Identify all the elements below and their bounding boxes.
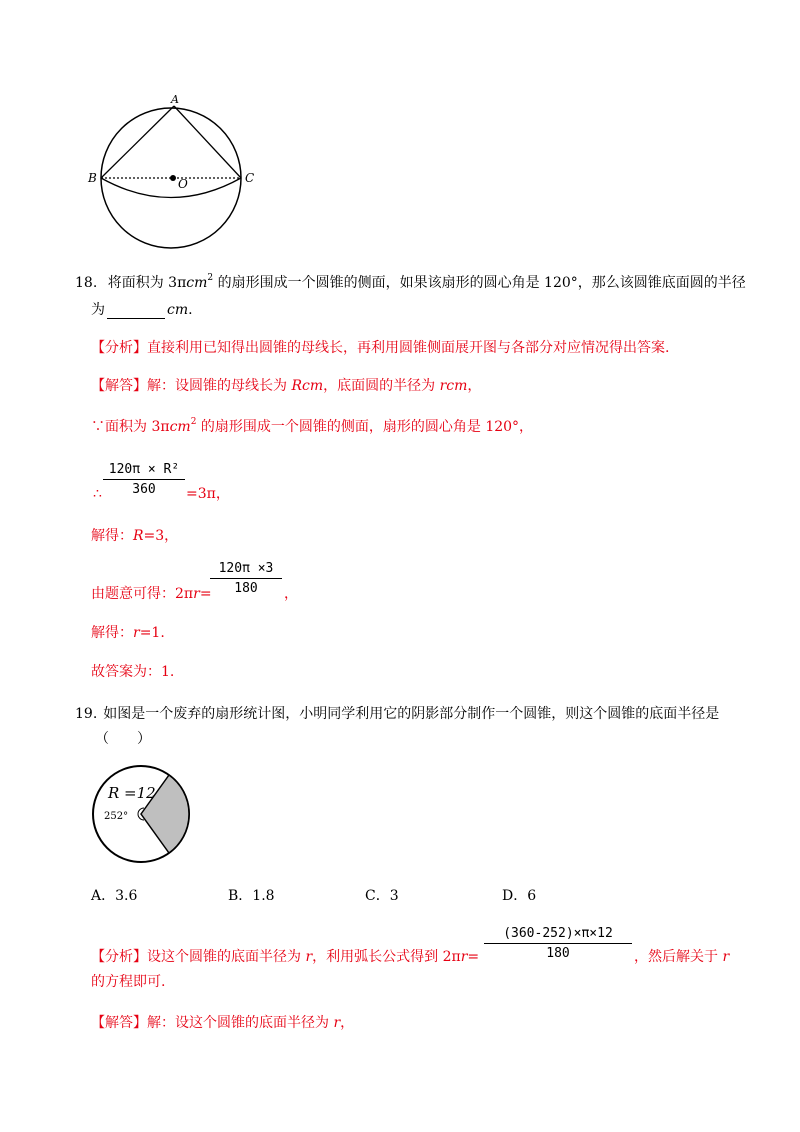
q19-answer: 【解答】解：设这个圆锥的底面半径为 r， (91, 1015, 355, 1031)
q18-fraction-1: 120π × R² 360 (103, 462, 185, 497)
point-a-label: A (171, 93, 179, 106)
radius-label: R =12 (108, 784, 156, 802)
q18-final-answer: 故答案为：1. (91, 664, 175, 680)
circle-triangle-figure (85, 92, 265, 252)
analysis-tag: 【分析】 (91, 949, 147, 965)
point-o-label: O (178, 177, 188, 191)
q19-analysis: 【分析】设这个圆锥的底面半径为 r，利用弧长公式得到 2πr= (91, 949, 480, 965)
option-c[interactable]: C．3 (365, 888, 399, 904)
answer-tag: 【解答】 (91, 378, 147, 394)
q18-because: ∵面积为 3πcm$^2$ 的扇形围成一个圆锥的侧面，扇形的圆心角是 120°， (91, 417, 534, 435)
q19-paren: （ ） (95, 731, 151, 747)
option-b[interactable]: B．1.8 (228, 888, 275, 904)
q18-fraction-1-rhs: =3π， (186, 486, 230, 502)
q18-line2: 为 cm. (91, 302, 193, 318)
option-d[interactable]: D．6 (502, 888, 537, 904)
q18-number: 18. (75, 275, 98, 291)
q18-from: 由题意可得：2πr= (91, 586, 212, 602)
answer-blank (107, 304, 165, 319)
q18-fraction-2: 120π ×3 180 (210, 561, 282, 596)
angle-label: 252° (104, 811, 129, 822)
q18-solve-1: 解得：R=3， (91, 528, 179, 544)
pie-sector-figure (88, 760, 198, 870)
therefore-symbol: ∴ (93, 486, 102, 502)
point-c-label: C (245, 171, 255, 185)
q18-analysis: 【分析】直接利用已知得出圆锥的母线长，再利用圆锥侧面展开图与各部分对应情况得出答案. (91, 340, 670, 356)
q18-solve-2: 解得：r=1. (91, 625, 165, 641)
answer-tag: 【解答】 (91, 1015, 147, 1031)
point-b-label: B (88, 171, 97, 185)
q18-line1: 18. 将面积为 3πcm$^2$ 的扇形围成一个圆锥的侧面，如果该扇形的圆心角是 120°，那么该圆锥底面圆的半径 (75, 273, 746, 291)
q19-line1: 19. 如图是一个废弃的扇形统计图，小明同学利用它的阴影部分制作一个圆锥，则这个圆锥的底面半径是 (75, 706, 720, 722)
q18-answer: 【解答】解：设圆锥的母线长为 Rcm，底面圆的半径为 rcm， (91, 378, 482, 394)
analysis-tag: 【分析】 (91, 340, 147, 356)
option-a[interactable]: A．3.6 (91, 888, 138, 904)
q19-analysis-line2: 的方程即可. (91, 974, 166, 990)
q19-fraction: (360-252)×π×12 180 (484, 926, 632, 961)
q19-number: 19. (75, 706, 98, 722)
